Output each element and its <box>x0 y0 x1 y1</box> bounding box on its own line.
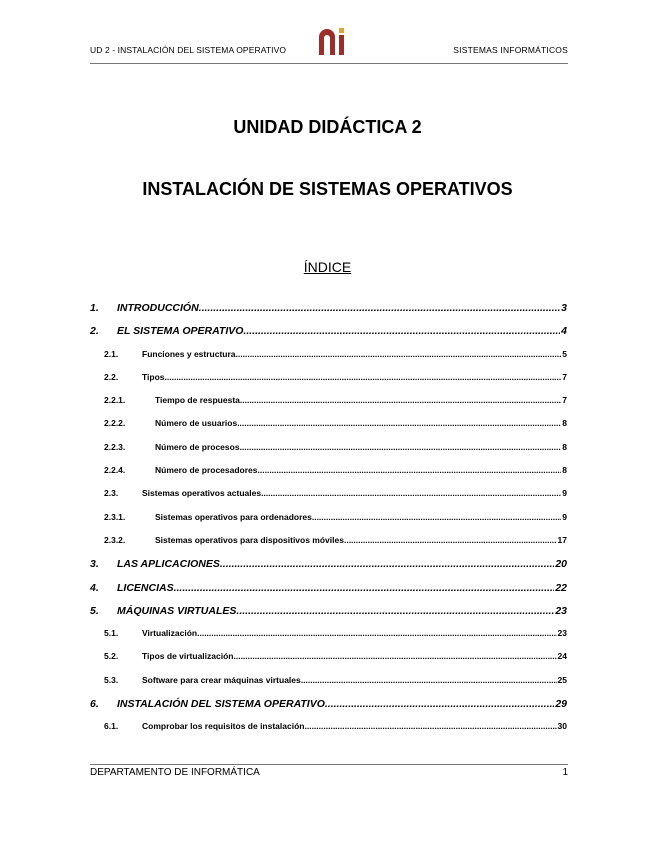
toc-entry[interactable] <box>90 372 567 395</box>
toc-entry-page: 17 <box>557 534 567 545</box>
toc-entry-leader <box>243 325 560 337</box>
header-divider <box>90 63 568 64</box>
toc-entry-number: 2.2.1. <box>104 395 126 406</box>
toc-entry-leader <box>240 395 561 405</box>
toc-entry-leader <box>165 372 562 382</box>
toc-entry[interactable] <box>90 512 567 535</box>
toc-entry-title: Sistemas operativos para dispositivos móviles <box>155 534 344 545</box>
toc-entry[interactable] <box>90 418 567 441</box>
toc-entry[interactable] <box>90 675 567 698</box>
toc-entry-title: Número de procesos <box>155 441 240 452</box>
toc-entry-page: 29 <box>555 698 567 711</box>
toc-entry[interactable] <box>90 349 567 372</box>
toc-entry[interactable] <box>90 698 567 721</box>
toc-entry-leader <box>304 721 556 731</box>
toc-entry-title: Funciones y estructura <box>142 348 236 359</box>
toc-entry-number: 2.3.1. <box>104 511 126 522</box>
toc-entry-number: 2.2.4. <box>104 465 126 476</box>
toc-entry-page: 8 <box>562 465 567 476</box>
toc-entry-number: 3. <box>90 558 99 571</box>
toc-entry-page: 22 <box>555 581 567 594</box>
toc-entry-title: LICENCIAS <box>117 581 174 594</box>
toc-entry-leader <box>301 675 557 685</box>
toc-entry-number: 2.3. <box>104 488 119 499</box>
toc-entry-title: Número de usuarios <box>155 418 238 429</box>
toc-entry-leader <box>312 512 561 522</box>
toc-entry-page: 9 <box>562 488 567 499</box>
unit-title: UNIDAD DIDÁCTICA 2 <box>233 117 422 137</box>
toc-entry-leader <box>344 535 557 545</box>
toc-entry[interactable] <box>90 651 567 674</box>
toc-entry-number: 1. <box>90 302 99 314</box>
toc-entry-number: 2.2. <box>104 371 119 382</box>
toc-entry-title: Sistemas operativos para ordenadores <box>155 511 312 522</box>
toc-entry-page: 7 <box>562 395 567 406</box>
toc-entry-title: Virtualización <box>142 628 198 639</box>
institution-logo-icon <box>315 25 347 55</box>
index-heading: ÍNDICE <box>303 259 352 275</box>
toc-entry-page: 24 <box>557 651 567 662</box>
toc-entry-page: 5 <box>562 348 567 359</box>
toc-entry[interactable] <box>90 582 567 605</box>
toc-entry-page: 25 <box>557 674 567 685</box>
toc-entry-number: 2. <box>90 325 99 338</box>
toc-entry-number: 2.2.2. <box>104 418 126 429</box>
toc-entry[interactable] <box>90 302 567 325</box>
toc-entry-number: 5. <box>90 604 99 617</box>
footer-department: DEPARTAMENTO DE INFORMÁTICA <box>90 767 260 778</box>
toc-entry-leader <box>325 698 554 710</box>
toc-entry-number: 2.2.3. <box>104 441 126 452</box>
toc-entry[interactable] <box>90 465 567 488</box>
toc-entry-page: 23 <box>555 604 567 617</box>
toc-entry-title: MÁQUINAS VIRTUALES <box>117 604 237 617</box>
toc-entry-title: EL SISTEMA OPERATIVO <box>117 325 244 338</box>
toc-entry-leader <box>220 558 554 570</box>
toc-entry-leader <box>233 651 556 661</box>
footer-divider <box>90 764 568 765</box>
toc-entry[interactable] <box>90 558 567 581</box>
toc-entry-leader <box>199 302 560 314</box>
unit-subtitle: INSTALACIÓN DE SISTEMAS OPERATIVOS <box>142 179 513 199</box>
page-number: 1 <box>562 767 568 778</box>
toc-entry-leader <box>261 488 561 498</box>
toc-entry-title: Software para crear máquinas virtuales <box>142 674 301 685</box>
toc-entry-page: 7 <box>562 371 567 382</box>
toc-entry[interactable] <box>90 721 567 744</box>
header-right-text: SISTEMAS INFORMÁTICOS <box>453 45 568 55</box>
toc-entry-leader <box>236 605 554 617</box>
toc-entry[interactable] <box>90 488 567 511</box>
toc-entry-title: LAS APLICACIONES <box>117 558 220 571</box>
toc-entry[interactable] <box>90 395 567 418</box>
toc-entry[interactable] <box>90 605 567 628</box>
toc-entry[interactable] <box>90 535 567 558</box>
toc-entry-title: Tipos de virtualización <box>142 651 234 662</box>
toc-entry-title: Tiempo de respuesta <box>155 395 240 406</box>
toc-entry[interactable] <box>90 442 567 465</box>
toc-entry-page: 3 <box>561 302 567 314</box>
toc-entry-title: INSTALACIÓN DEL SISTEMA OPERATIVO <box>117 698 325 711</box>
toc-entry[interactable] <box>90 628 567 651</box>
toc-entry-title: Sistemas operativos actuales <box>142 488 262 499</box>
header-left-text: UD 2 - INSTALACIÓN DEL SISTEMA OPERATIVO <box>90 45 287 55</box>
toc-entry-leader <box>237 418 561 428</box>
toc-entry-number: 6. <box>90 698 99 711</box>
toc-entry-title: Número de procesadores <box>155 465 258 476</box>
toc-entry-leader <box>197 628 556 638</box>
toc-entry-number: 2.3.2. <box>104 534 126 545</box>
toc-entry-leader <box>240 442 562 452</box>
toc-entry-page: 8 <box>562 418 567 429</box>
toc-entry-page: 8 <box>562 441 567 452</box>
toc-entry-title: Tipos <box>142 371 165 382</box>
toc-entry-page: 9 <box>562 511 567 522</box>
toc-entry-leader <box>236 349 562 359</box>
toc-entry-number: 6.1. <box>104 721 119 732</box>
toc-entry-number: 5.2. <box>104 651 119 662</box>
toc-entry-number: 4. <box>90 581 99 594</box>
toc-entry-title: INTRODUCCIÓN <box>117 302 199 314</box>
toc-entry-number: 2.1. <box>104 348 119 359</box>
toc-entry-page: 23 <box>557 628 567 639</box>
table-of-contents <box>90 302 567 745</box>
toc-entry-number: 5.3. <box>104 674 119 685</box>
toc-entry-page: 4 <box>561 325 567 338</box>
toc-entry-page: 30 <box>557 721 567 732</box>
toc-entry[interactable] <box>90 325 567 348</box>
toc-entry-page: 20 <box>555 558 567 571</box>
toc-entry-title: Comprobar los requisitos de instalación <box>142 721 305 732</box>
toc-entry-leader <box>174 582 555 594</box>
toc-entry-leader <box>258 465 562 475</box>
toc-entry-number: 5.1. <box>104 628 119 639</box>
